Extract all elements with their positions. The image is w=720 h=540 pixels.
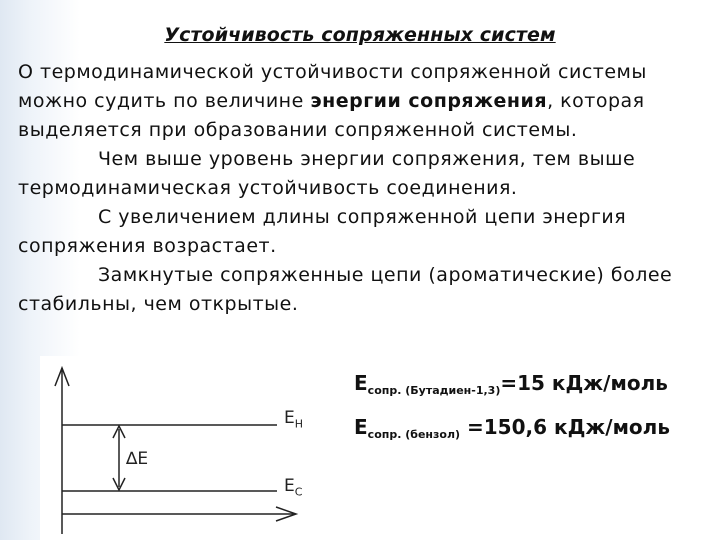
conjugation-energy-values <box>354 365 714 453</box>
upper-level-label <box>284 408 303 430</box>
energy-diagram-graphic <box>40 356 350 540</box>
lower-level-label <box>284 476 302 498</box>
butadiene-value: =15 кДж/моль <box>500 371 668 395</box>
diagram-background <box>40 356 350 540</box>
benzene-energy <box>354 409 714 453</box>
paragraph-1-end: , которая выделяется при образовании сопряженной системы. <box>18 90 645 141</box>
upper-level-letter: Е <box>284 408 295 428</box>
benzene-symbol: E <box>354 415 368 439</box>
upper-level-subscript: Н <box>294 417 304 431</box>
benzene-subscript: сопр. (бензол) <box>367 428 461 441</box>
energy-level-diagram <box>40 356 350 540</box>
paragraph-2: Чем выше уровень энергии сопряжения, тем выше термодинамическая устойчивость соединения. <box>18 148 636 199</box>
paragraph-1-start: О термодинамической устойчивости сопряженной системы можно судить по величине <box>18 61 647 112</box>
slide-title: Устойчивость сопряженных систем <box>164 24 556 46</box>
conjugation-energy-term: энергии сопряжения <box>310 90 548 112</box>
paragraph-3: С увеличением длины сопряженной цепи энергия сопряжения возрастает. <box>18 206 627 257</box>
lower-level-letter: Е <box>284 476 295 496</box>
slide-body <box>18 58 714 319</box>
paragraph-1 <box>18 58 714 145</box>
benzene-value: =150,6 кДж/моль <box>460 415 670 439</box>
lower-level-subscript: С <box>294 485 303 499</box>
delta-energy-label: ∆Е <box>126 449 149 469</box>
paragraph-4: Замкнутые сопряженные цепи (ароматические) более стабильны, чем открытые. <box>18 264 673 315</box>
butadiene-energy <box>354 365 714 409</box>
butadiene-subscript: сопр. (Бутадиен-1,3) <box>367 384 501 397</box>
butadiene-symbol: E <box>354 371 368 395</box>
